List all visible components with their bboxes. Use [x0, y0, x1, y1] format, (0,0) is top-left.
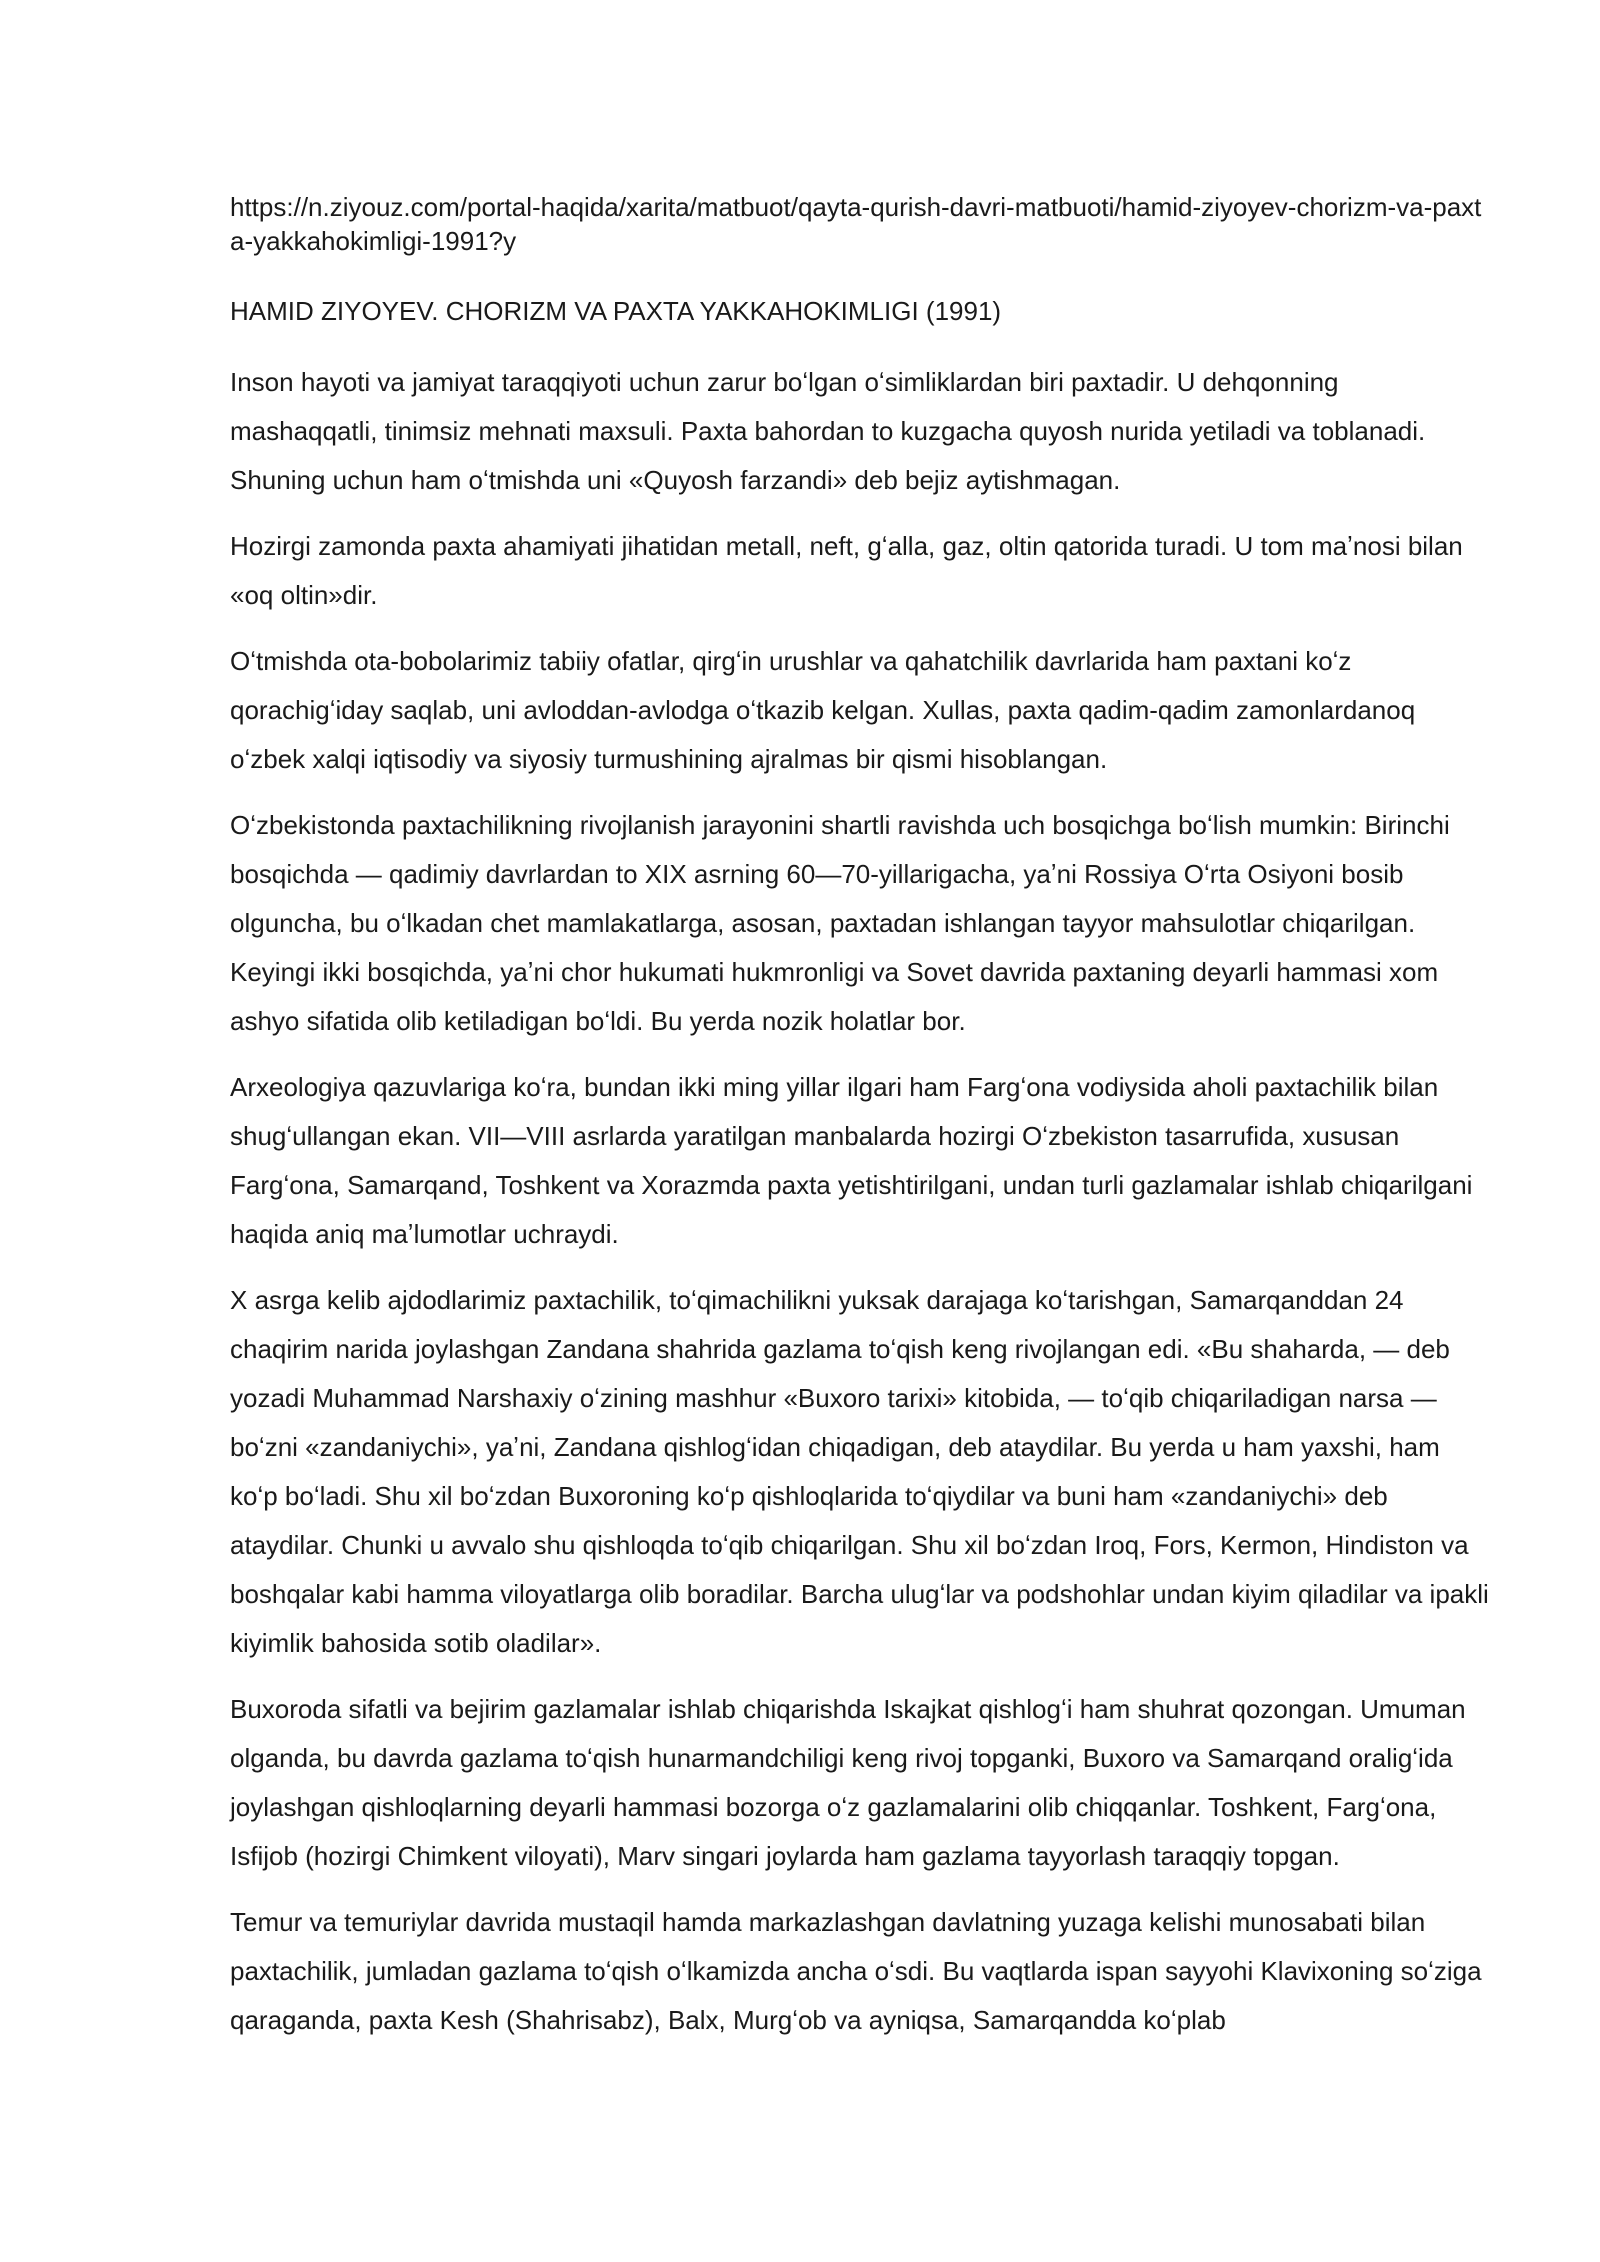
document-title: HAMID ZIYOYEV. CHORIZM VA PAXTA YAKKAHOKIMLIGI (1991) — [230, 296, 1002, 326]
paragraph: Oʻzbekistonda paxtachilikning rivojlanish jarayonini shartli ravishda uch bosqichga boʻlish mumkin: Birinchi bosqichda — qadimiy davrlardan to XIX asrning 60—70-yillarigacha, yaʼni Rossiya Oʻrta Osiyoni bosib olguncha, bu oʻlkadan chet mamlakatlarga, asosan, paxtadan ishlangan tayyor mahsulotlar chiqarilgan. Keyingi ikki bosqichda, yaʼni chor hukumati hukmronligi va Sovet davrida paxtaning deyarli hammasi xom ashyo sifatida olib ketiladigan boʻldi. Bu yerda nozik holatlar bor. — [230, 810, 1450, 1036]
paragraph: X asrga kelib ajdodlarimiz paxtachilik, toʻqimachilikni yuksak darajaga koʻtarishgan, Samarqanddan 24 chaqirim narida joylashgan Zandana shahrida gazlama toʻqish keng rivojlangan edi. «Bu shaharda, — deb yozadi Muhammad Narshaxiy oʻzining mashhur «Buxoro tarixi» kitobida, — toʻqib chiqariladigan narsa — boʻzni «zandaniychi», yaʼni, Zandana qishlogʻidan chiqadigan, deb ataydilar. Bu yerda u ham yaxshi, ham koʻp boʻladi. Shu xil boʻzdan Buxoroning koʻp qishloqlarida toʻqiydilar va buni ham «zandaniychi» deb ataydilar. Chunki u avvalo shu qishloqda toʻqib chiqarilgan. Shu xil boʻzdan Iroq, Fors, Kermon, Hindiston va boshqalar kabi hamma viloyatlarga olib boradilar. Barcha ulugʻlar va podshohlar undan kiyim qiladilar va ipakli kiyimlik bahosida sotib oladilar». — [230, 1285, 1489, 1658]
paragraph: Temur va temuriylar davrida mustaqil hamda markazlashgan davlatning yuzaga kelishi munosabati bilan paxtachilik, jumladan gazlama toʻqish oʻlkamizda ancha oʻsdi. Bu vaqtlarda ispan sayyohi Klavixoning soʻziga qaraganda, paxta Kesh (Shahrisabz), Balx, Murgʻob va ayniqsa, Samarqandda koʻplab — [230, 1907, 1482, 2035]
paragraph: Oʻtmishda ota-bobolarimiz tabiiy ofatlar, qirgʻin urushlar va qahatchilik davrlarida ham paxtani koʻz qorachigʻiday saqlab, uni avloddan-avlodga oʻtkazib kelgan. Xullas, paxta qadim-qadim zamonlardanoq oʻzbek xalqi iqtisodiy va siyosiy turmushining ajralmas bir qismi hisoblangan. — [230, 646, 1416, 774]
paragraph: Arxeologiya qazuvlariga koʻra, bundan ikki ming yillar ilgari ham Fargʻona vodiysida aholi paxtachilik bilan shugʻullangan ekan. VII—VIII asrlarda yaratilgan manbalarda hozirgi Oʻzbekiston tasarrufida, xususan Fargʻona, Samarqand, Toshkent va Xorazmda paxta yetishtirilgani, undan turli gazlamalar ishlab chiqarilgani haqida aniq maʼlumotlar uchraydi. — [230, 1072, 1473, 1249]
paragraph: Inson hayoti va jamiyat taraqqiyoti uchun zarur boʻlgan oʻsimliklardan biri paxtadir. U dehqonning mashaqqatli, tinimsiz mehnati maxsuli. Paxta bahordan to kuzgacha quyosh nurida yetiladi va toblanadi. Shuning uchun ham oʻtmishda uni «Quyosh farzandi» deb bejiz aytishmagan. — [230, 367, 1426, 495]
paragraph: Buxoroda sifatli va bejirim gazlamalar ishlab chiqarishda Iskajkat qishlogʻi ham shuhrat qozongan. Umuman olganda, bu davrda gazlama toʻqish hunarmandchiligi keng rivoj topganki, Buxoro va Samarqand oraligʻida joylashgan qishloqlarning deyarli hammasi bozorga oʻz gazlamalarini olib chiqqanlar. Toshkent, Fargʻona, Isfijob (hozirgi Chimkent viloyati), Marv singari joylarda ham gazlama tayyorlash taraqqiy topgan. — [230, 1694, 1466, 1871]
paragraph: Hozirgi zamonda paxta ahamiyati jihatidan metall, neft, gʻalla, gaz, oltin qatorida turadi. U tom maʼnosi bilan «oq oltin»dir. — [230, 531, 1463, 610]
source-url: https://n.ziyouz.com/portal-haqida/xarita/matbuot/qayta-qurish-davri-matbuoti/hamid-ziyoyev-chorizm-va-paxta-yakkahokimligi-1991?y — [230, 192, 1482, 256]
document-page — [230, 190, 1490, 2062]
